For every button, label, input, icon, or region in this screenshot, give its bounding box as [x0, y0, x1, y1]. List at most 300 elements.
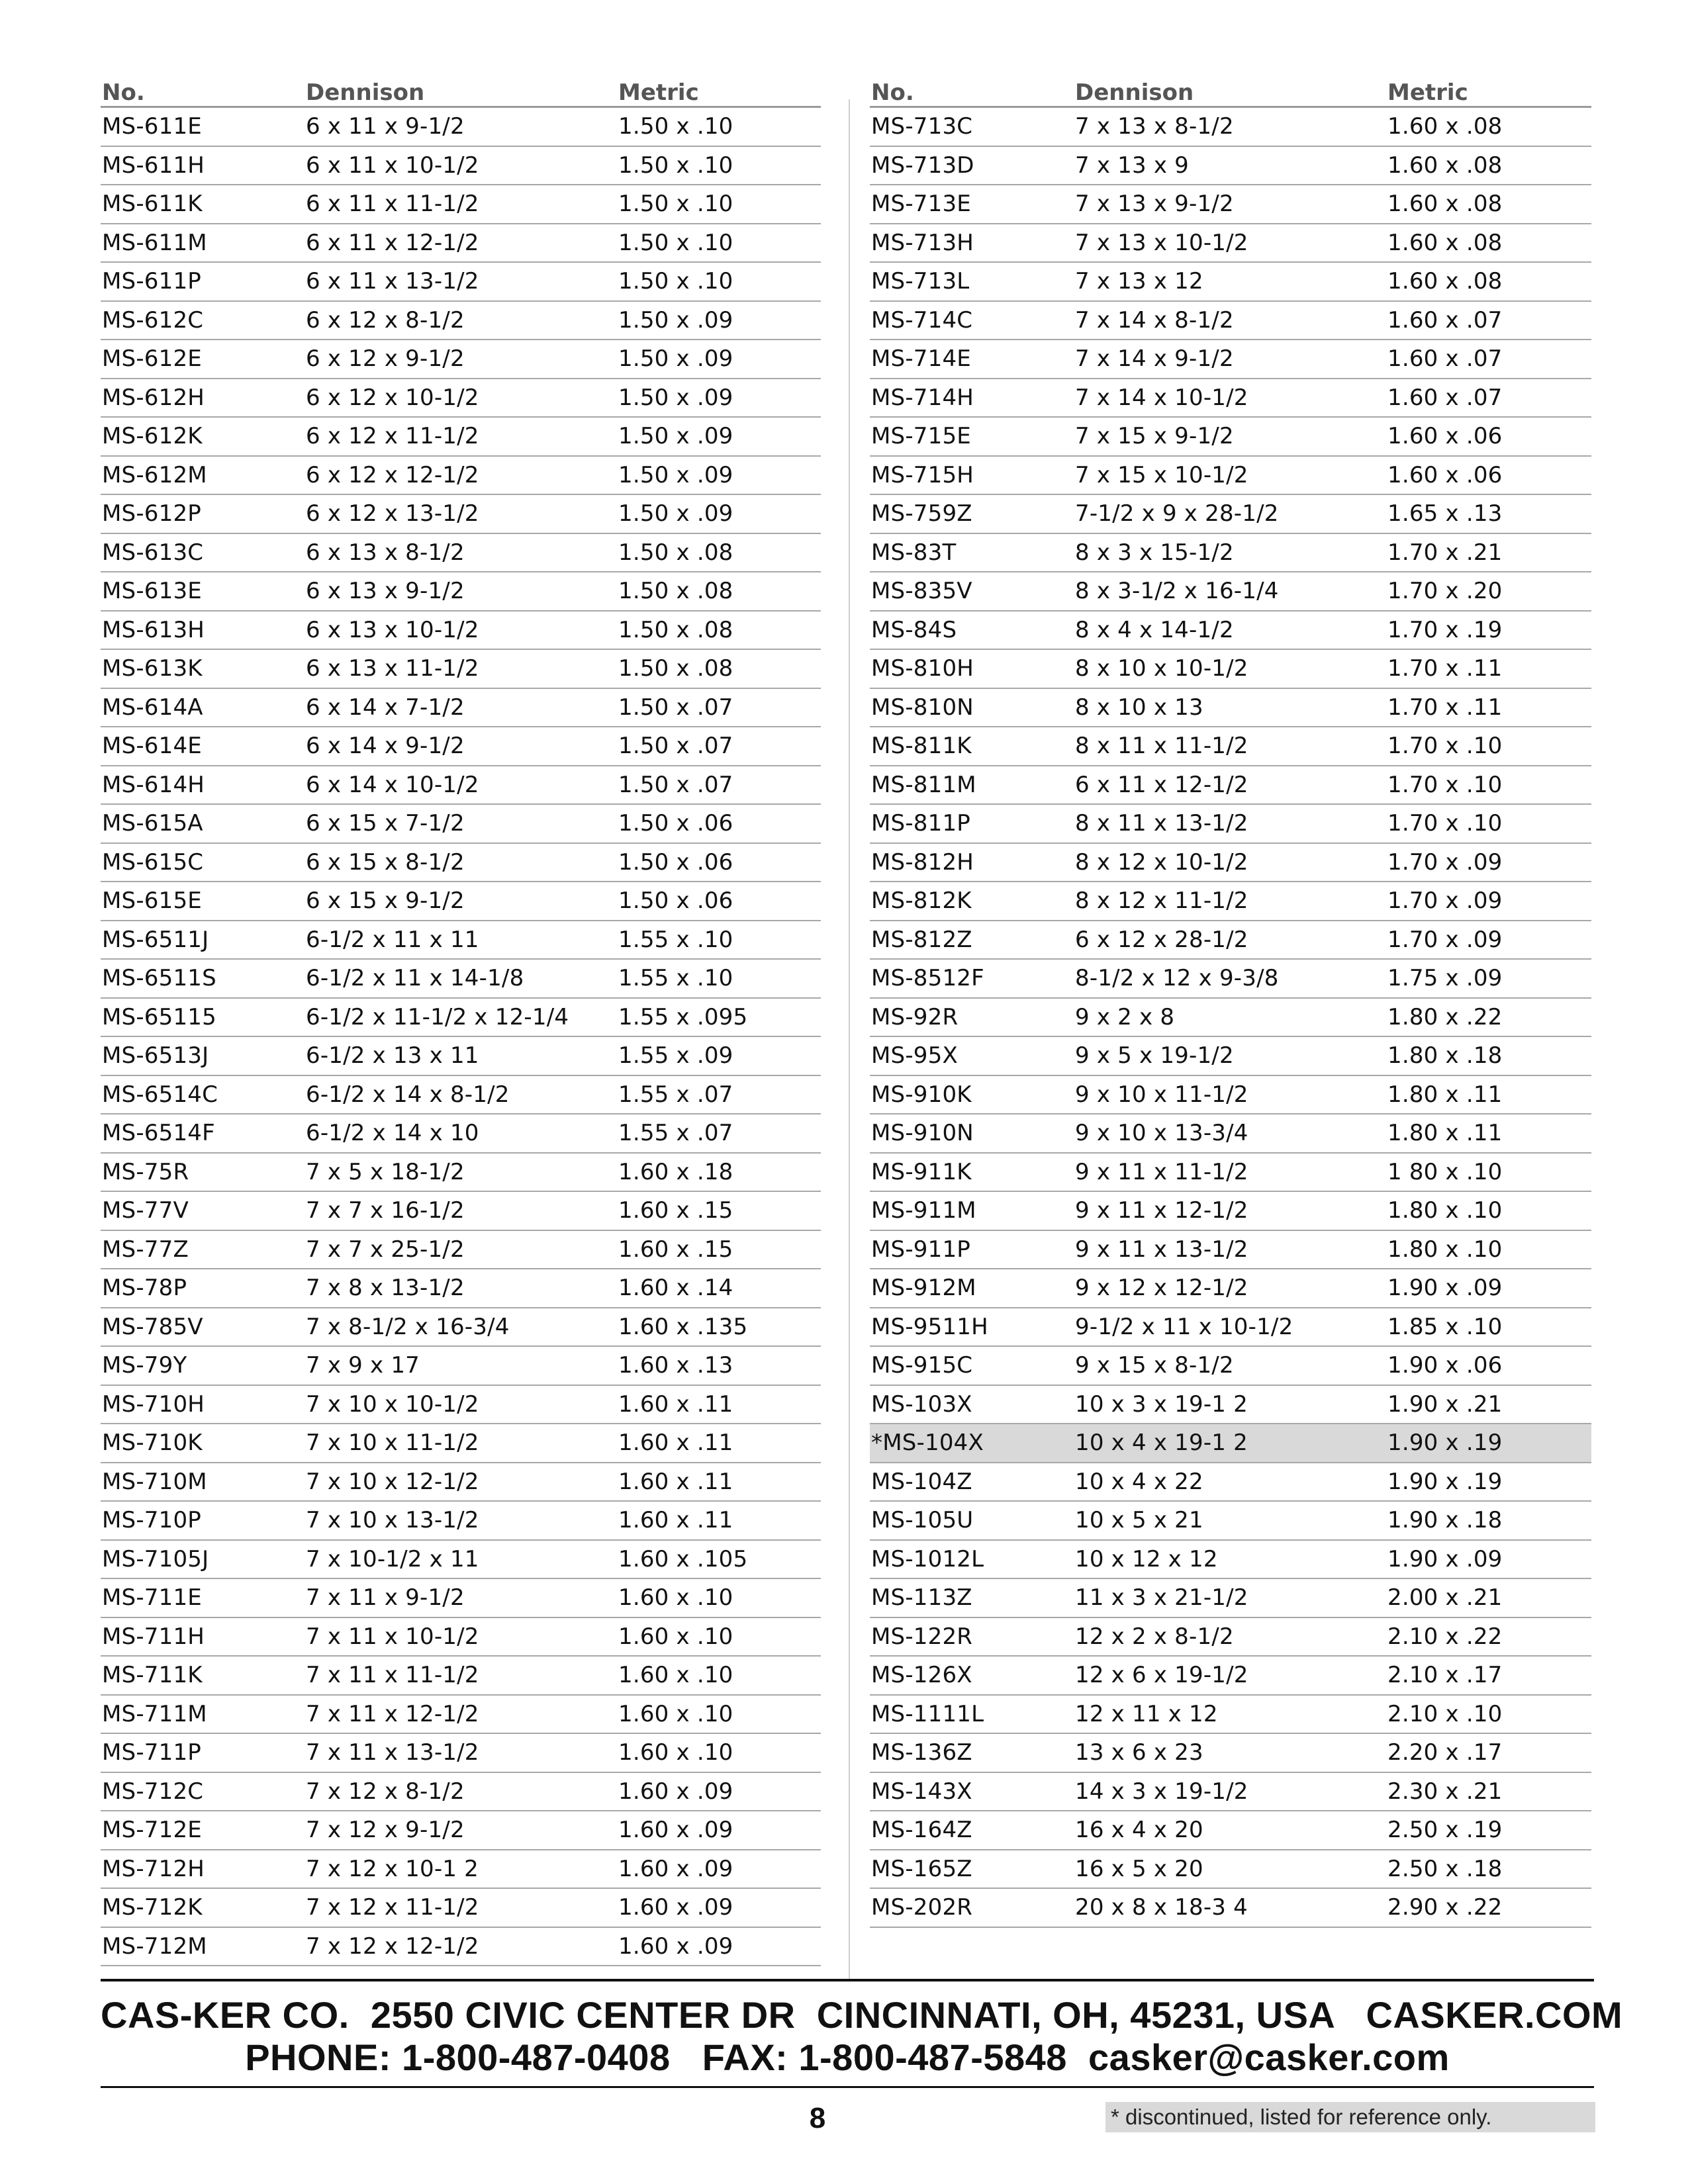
cell-metric-size: 1.50 x .07: [618, 694, 733, 721]
cell-part-number: MS-105U: [871, 1507, 974, 1534]
cell-part-number: MS-612M: [102, 461, 207, 488]
cell-dennison-size: 7 x 8 x 13-1/2: [306, 1275, 465, 1302]
cell-dennison-size: 9 x 11 x 11-1/2: [1075, 1158, 1248, 1185]
cell-metric-size: 1.90 x .21: [1387, 1390, 1503, 1418]
cell-dennison-size: 9 x 10 x 11-1/2: [1075, 1081, 1248, 1108]
table-row: [870, 1657, 1591, 1696]
table-row: [870, 1463, 1591, 1502]
table-row: [101, 108, 821, 147]
cell-metric-size: 1.90 x .19: [1387, 1430, 1503, 1457]
cell-part-number: MS-612E: [102, 345, 202, 373]
cell-part-number: MS-8512F: [871, 965, 984, 992]
cell-dennison-size: 7 x 11 x 12-1/2: [306, 1700, 479, 1727]
table-row: [101, 766, 821, 805]
cell-part-number: MS-611P: [102, 268, 201, 295]
table-row: [870, 612, 1591, 651]
footer-contact: PHONE: 1-800-487-0408 FAX: 1-800-487-5848 casker@casker.com: [245, 2036, 1450, 2078]
table-row: [870, 1541, 1591, 1580]
cell-metric-size: 1.80 x .10: [1387, 1236, 1503, 1263]
table-row: [870, 1579, 1591, 1618]
cell-part-number: MS-613K: [102, 655, 203, 682]
cell-part-number: MS-614E: [102, 733, 202, 760]
cell-metric-size: 1.55 x .10: [618, 965, 733, 992]
cell-metric-size: 1.60 x .06: [1387, 461, 1503, 488]
cell-dennison-size: 8 x 10 x 13: [1075, 694, 1203, 721]
cell-dennison-size: 7 x 14 x 10-1/2: [1075, 384, 1248, 411]
cell-part-number: MS-75R: [102, 1158, 189, 1185]
cell-part-number: MS-911K: [871, 1158, 972, 1185]
table-row: [870, 766, 1591, 805]
cell-dennison-size: 7 x 13 x 9-1/2: [1075, 191, 1234, 218]
cell-part-number: MS-612H: [102, 384, 205, 411]
cell-metric-size: 1.50 x .09: [618, 500, 733, 527]
header-dennison: Dennison: [306, 79, 425, 106]
cell-dennison-size: 6-1/2 x 11 x 11: [306, 926, 479, 953]
cell-part-number: MS-126X: [871, 1662, 972, 1689]
cell-metric-size: 1.60 x .105: [618, 1545, 748, 1572]
header-no: No.: [102, 79, 145, 106]
cell-part-number: MS-614A: [102, 694, 203, 721]
cell-metric-size: 1.70 x .09: [1387, 926, 1503, 953]
cell-metric-size: 1.50 x .08: [618, 578, 733, 605]
table-row: [870, 224, 1591, 263]
table-row: [870, 534, 1591, 573]
cell-part-number: MS-65115: [102, 1003, 216, 1030]
cell-metric-size: 1.90 x .19: [1387, 1468, 1503, 1495]
cell-dennison-size: 7 x 13 x 12: [1075, 268, 1203, 295]
table-row: [870, 1850, 1591, 1889]
cell-part-number: MS-713L: [871, 268, 970, 295]
table-row: [101, 1308, 821, 1347]
table-row: [101, 805, 821, 844]
cell-part-number: MS-712H: [102, 1855, 205, 1882]
cell-dennison-size: 7 x 14 x 9-1/2: [1075, 345, 1234, 373]
cell-metric-size: 1.70 x .10: [1387, 771, 1503, 798]
cell-dennison-size: 6 x 13 x 10-1/2: [306, 616, 479, 643]
table-row: [101, 1347, 821, 1386]
cell-metric-size: 1.50 x .08: [618, 655, 733, 682]
cell-dennison-size: 16 x 5 x 20: [1075, 1855, 1203, 1882]
cell-dennison-size: 7 x 12 x 12-1/2: [306, 1933, 479, 1960]
cell-dennison-size: 8-1/2 x 12 x 9-3/8: [1075, 965, 1279, 992]
cell-metric-size: 1.50 x .10: [618, 268, 733, 295]
cell-part-number: MS-612P: [102, 500, 201, 527]
cell-metric-size: 1.60 x .08: [1387, 113, 1503, 140]
cell-part-number: MS-612C: [102, 306, 204, 334]
cell-part-number: MS-712K: [102, 1894, 203, 1921]
cell-part-number: MS-79Y: [102, 1352, 187, 1379]
cell-part-number: MS-812K: [871, 887, 972, 915]
table-row: [101, 727, 821, 766]
cell-metric-size: 1.60 x .15: [618, 1236, 733, 1263]
cell-part-number: MS-759Z: [871, 500, 972, 527]
cell-dennison-size: 6 x 11 x 11-1/2: [306, 191, 479, 218]
cell-metric-size: 1.60 x .09: [618, 1894, 733, 1921]
cell-metric-size: 1.55 x .07: [618, 1120, 733, 1147]
cell-dennison-size: 6-1/2 x 13 x 11: [306, 1042, 479, 1069]
table-row: [101, 1386, 821, 1425]
cell-dennison-size: 8 x 12 x 11-1/2: [1075, 887, 1248, 915]
cell-part-number: MS-812Z: [871, 926, 972, 953]
cell-dennison-size: 7 x 15 x 10-1/2: [1075, 461, 1248, 488]
cell-metric-size: 1.55 x .10: [618, 926, 733, 953]
table-row: [101, 1696, 821, 1735]
cell-part-number: MS-78P: [102, 1275, 187, 1302]
cell-metric-size: 1.50 x .06: [618, 810, 733, 837]
cell-part-number: MS-711K: [102, 1662, 203, 1689]
cell-metric-size: 2.30 x .21: [1387, 1778, 1503, 1805]
cell-metric-size: 2.90 x .22: [1387, 1894, 1503, 1921]
cell-dennison-size: 7 x 5 x 18-1/2: [306, 1158, 465, 1185]
cell-dennison-size: 7 x 10 x 10-1/2: [306, 1390, 479, 1418]
cell-metric-size: 1.50 x .09: [618, 461, 733, 488]
cell-dennison-size: 9 x 5 x 19-1/2: [1075, 1042, 1234, 1069]
cell-dennison-size: 8 x 11 x 13-1/2: [1075, 810, 1248, 837]
cell-part-number: MS-910N: [871, 1120, 974, 1147]
cell-part-number: MS-104Z: [871, 1468, 972, 1495]
cell-metric-size: 1.85 x .10: [1387, 1313, 1503, 1340]
cell-dennison-size: 9 x 11 x 12-1/2: [1075, 1197, 1248, 1224]
cell-part-number: MS-1111L: [871, 1700, 984, 1727]
cell-metric-size: 1.50 x .08: [618, 616, 733, 643]
table-row: [101, 1850, 821, 1889]
table-row: [101, 1269, 821, 1308]
cell-part-number: MS-165Z: [871, 1855, 972, 1882]
cell-part-number: MS-811M: [871, 771, 976, 798]
cell-dennison-size: 6 x 15 x 9-1/2: [306, 887, 465, 915]
cell-dennison-size: 7 x 11 x 11-1/2: [306, 1662, 479, 1689]
cell-part-number: MS-84S: [871, 616, 957, 643]
cell-part-number: MS-614H: [102, 771, 205, 798]
table-row: [870, 1269, 1591, 1308]
cell-part-number: MS-713C: [871, 113, 973, 140]
cell-part-number: MS-812H: [871, 848, 974, 876]
column-divider: [849, 99, 850, 1979]
table-row: [870, 960, 1591, 999]
cell-dennison-size: 6 x 12 x 11-1/2: [306, 423, 479, 450]
table-row: [101, 999, 821, 1038]
cell-part-number: MS-714C: [871, 306, 973, 334]
table-row: [870, 418, 1591, 457]
cell-part-number: MS-202R: [871, 1894, 973, 1921]
cell-metric-size: 1.90 x .09: [1387, 1545, 1503, 1572]
cell-metric-size: 1.60 x .07: [1387, 345, 1503, 373]
cell-metric-size: 1.60 x .10: [618, 1662, 733, 1689]
cell-part-number: MS-612K: [102, 423, 203, 450]
table-row: [101, 1502, 821, 1541]
table-row: [870, 572, 1591, 612]
cell-metric-size: 2.50 x .18: [1387, 1855, 1503, 1882]
table-row: [101, 1424, 821, 1463]
cell-part-number: MS-6513J: [102, 1042, 209, 1069]
cell-part-number: MS-710P: [102, 1507, 201, 1534]
cell-metric-size: 1.55 x .09: [618, 1042, 733, 1069]
cell-metric-size: 1.60 x .09: [618, 1855, 733, 1882]
cell-metric-size: 1.60 x .09: [618, 1817, 733, 1844]
cell-dennison-size: 6 x 13 x 9-1/2: [306, 578, 465, 605]
cell-part-number: MS-710K: [102, 1430, 203, 1457]
cell-dennison-size: 6 x 12 x 8-1/2: [306, 306, 465, 334]
table-row: [870, 185, 1591, 224]
table-row: [101, 1579, 821, 1618]
cell-dennison-size: 8 x 10 x 10-1/2: [1075, 655, 1248, 682]
cell-metric-size: 1.50 x .10: [618, 113, 733, 140]
cell-dennison-size: 14 x 3 x 19-1/2: [1075, 1778, 1248, 1805]
table-row: [101, 302, 821, 341]
table-row: [101, 844, 821, 883]
cell-part-number: MS-6511J: [102, 926, 209, 953]
cell-metric-size: 1.60 x .15: [618, 1197, 733, 1224]
table-row: [870, 1618, 1591, 1657]
cell-dennison-size: 6 x 13 x 11-1/2: [306, 655, 479, 682]
cell-metric-size: 1.55 x .095: [618, 1003, 748, 1030]
cell-metric-size: 2.50 x .19: [1387, 1817, 1503, 1844]
cell-part-number: MS-711H: [102, 1623, 205, 1650]
cell-metric-size: 2.00 x .21: [1387, 1584, 1503, 1612]
table-row: [101, 495, 821, 534]
cell-metric-size: 1.50 x .06: [618, 887, 733, 915]
table-row: [101, 534, 821, 573]
cell-part-number: MS-136Z: [871, 1739, 972, 1766]
cell-metric-size: 1.70 x .11: [1387, 694, 1503, 721]
cell-dennison-size: 12 x 2 x 8-1/2: [1075, 1623, 1234, 1650]
discontinued-note: * discontinued, listed for reference only.: [1105, 2102, 1595, 2132]
cell-metric-size: 1.60 x .10: [618, 1623, 733, 1650]
cell-part-number: MS-714H: [871, 384, 974, 411]
header-no: No.: [871, 79, 914, 106]
table-row: [101, 1231, 821, 1270]
cell-dennison-size: 7 x 10-1/2 x 11: [306, 1545, 479, 1572]
cell-metric-size: 1.70 x .09: [1387, 887, 1503, 915]
cell-dennison-size: 7 x 12 x 10-1 2: [306, 1855, 479, 1882]
cell-metric-size: 1.60 x .18: [618, 1158, 733, 1185]
cell-dennison-size: 7 x 11 x 10-1/2: [306, 1623, 479, 1650]
cell-part-number: MS-6514C: [102, 1081, 218, 1108]
cell-metric-size: 1.50 x .06: [618, 848, 733, 876]
cell-part-number: MS-911M: [871, 1197, 976, 1224]
table-row: [870, 147, 1591, 186]
cell-metric-size: 1.75 x .09: [1387, 965, 1503, 992]
cell-metric-size: 1.60 x .11: [618, 1390, 733, 1418]
cell-dennison-size: 6 x 11 x 9-1/2: [306, 113, 465, 140]
cell-metric-size: 1.80 x .22: [1387, 1003, 1503, 1030]
cell-dennison-size: 7 x 7 x 25-1/2: [306, 1236, 465, 1263]
cell-metric-size: 1 80 x .10: [1387, 1158, 1503, 1185]
cell-dennison-size: 9 x 15 x 8-1/2: [1075, 1352, 1234, 1379]
cell-metric-size: 1.50 x .09: [618, 306, 733, 334]
table-row: [870, 999, 1591, 1038]
cell-dennison-size: 6 x 11 x 12-1/2: [306, 229, 479, 256]
cell-metric-size: 2.10 x .22: [1387, 1623, 1503, 1650]
cell-dennison-size: 7 x 10 x 11-1/2: [306, 1430, 479, 1457]
cell-part-number: MS-710M: [102, 1468, 207, 1495]
cell-metric-size: 1.60 x .06: [1387, 423, 1503, 450]
table-row: [870, 302, 1591, 341]
table-row: [870, 921, 1591, 960]
cell-metric-size: 2.10 x .10: [1387, 1700, 1503, 1727]
cell-dennison-size: 12 x 11 x 12: [1075, 1700, 1218, 1727]
cell-dennison-size: 7 x 9 x 17: [306, 1352, 420, 1379]
cell-part-number: MS-713D: [871, 152, 974, 179]
cell-metric-size: 1.60 x .10: [618, 1700, 733, 1727]
cell-metric-size: 1.80 x .11: [1387, 1120, 1503, 1147]
cell-part-number: MS-83T: [871, 539, 957, 566]
cell-metric-size: 1.70 x .10: [1387, 810, 1503, 837]
cell-part-number: MS-611K: [102, 191, 203, 218]
cell-dennison-size: 10 x 3 x 19-1 2: [1075, 1390, 1248, 1418]
cell-part-number: MS-77Z: [102, 1236, 189, 1263]
cell-metric-size: 1.70 x .19: [1387, 616, 1503, 643]
cell-dennison-size: 9 x 12 x 12-1/2: [1075, 1275, 1248, 1302]
cell-part-number: MS-611E: [102, 113, 202, 140]
cell-dennison-size: 6 x 12 x 12-1/2: [306, 461, 479, 488]
table-row: [870, 1037, 1591, 1076]
cell-dennison-size: 6-1/2 x 14 x 8-1/2: [306, 1081, 510, 1108]
cell-dennison-size: 13 x 6 x 23: [1075, 1739, 1203, 1766]
cell-metric-size: 1.50 x .07: [618, 771, 733, 798]
cell-metric-size: 1.65 x .13: [1387, 500, 1503, 527]
table-row: [870, 1308, 1591, 1347]
cell-part-number: MS-810N: [871, 694, 974, 721]
cell-metric-size: 1.50 x .09: [618, 384, 733, 411]
table-row: [870, 1773, 1591, 1812]
page-number: 8: [809, 2102, 826, 2134]
cell-dennison-size: 7 x 15 x 9-1/2: [1075, 423, 1234, 450]
cell-metric-size: 1.50 x .10: [618, 191, 733, 218]
cell-dennison-size: 12 x 6 x 19-1/2: [1075, 1662, 1248, 1689]
table-row: [101, 921, 821, 960]
cell-dennison-size: 8 x 3 x 15-1/2: [1075, 539, 1234, 566]
cell-metric-size: 1.50 x .09: [618, 345, 733, 373]
cell-dennison-size: 6 x 11 x 13-1/2: [306, 268, 479, 295]
footer-bottom-rule: [101, 2086, 1594, 2088]
left-table: [101, 74, 821, 1966]
right-table-body: [870, 108, 1591, 1928]
cell-part-number: MS-714E: [871, 345, 971, 373]
cell-dennison-size: 7 x 11 x 9-1/2: [306, 1584, 465, 1612]
table-row: [101, 224, 821, 263]
table-row: [101, 1657, 821, 1696]
table-row: [870, 1696, 1591, 1735]
cell-metric-size: 1.80 x .10: [1387, 1197, 1503, 1224]
table-row: [101, 882, 821, 921]
cell-part-number: MS-103X: [871, 1390, 972, 1418]
cell-part-number: MS-712M: [102, 1933, 207, 1960]
cell-dennison-size: 11 x 3 x 21-1/2: [1075, 1584, 1248, 1612]
cell-metric-size: 1.90 x .09: [1387, 1275, 1503, 1302]
cell-dennison-size: 9 x 2 x 8: [1075, 1003, 1175, 1030]
table-row: [101, 1889, 821, 1928]
cell-part-number: MS-164Z: [871, 1817, 972, 1844]
cell-dennison-size: 7 x 14 x 8-1/2: [1075, 306, 1234, 334]
table-row: [101, 418, 821, 457]
cell-dennison-size: 7 x 13 x 9: [1075, 152, 1189, 179]
right-table-header: [870, 74, 1591, 108]
cell-metric-size: 1.50 x .08: [618, 539, 733, 566]
cell-part-number: MS-811K: [871, 733, 972, 760]
table-row: [870, 689, 1591, 728]
cell-dennison-size: 7 x 13 x 10-1/2: [1075, 229, 1248, 256]
table-row: [870, 1502, 1591, 1541]
right-table: [870, 74, 1591, 1928]
cell-part-number: MS-6514F: [102, 1120, 215, 1147]
footer-top-rule: [101, 1979, 1594, 1981]
cell-dennison-size: 6 x 14 x 7-1/2: [306, 694, 465, 721]
table-row: [870, 1424, 1591, 1463]
cell-dennison-size: 8 x 3-1/2 x 16-1/4: [1075, 578, 1279, 605]
cell-metric-size: 1.60 x .07: [1387, 384, 1503, 411]
table-row: [101, 1076, 821, 1115]
table-row: [101, 1541, 821, 1580]
cell-part-number: MS-611M: [102, 229, 207, 256]
cell-part-number: MS-143X: [871, 1778, 972, 1805]
cell-part-number: MS-712E: [102, 1817, 202, 1844]
cell-metric-size: 1.60 x .13: [618, 1352, 733, 1379]
cell-metric-size: 1.70 x .11: [1387, 655, 1503, 682]
cell-dennison-size: 8 x 4 x 14-1/2: [1075, 616, 1234, 643]
header-dennison: Dennison: [1075, 79, 1194, 106]
cell-metric-size: 1.60 x .14: [618, 1275, 733, 1302]
table-row: [870, 1231, 1591, 1270]
cell-dennison-size: 6 x 15 x 8-1/2: [306, 848, 465, 876]
cell-part-number: MS-711P: [102, 1739, 201, 1766]
cell-part-number: MS-911P: [871, 1236, 970, 1263]
cell-metric-size: 1.60 x .08: [1387, 229, 1503, 256]
cell-dennison-size: 7 x 10 x 12-1/2: [306, 1468, 479, 1495]
cell-dennison-size: 7 x 8-1/2 x 16-3/4: [306, 1313, 510, 1340]
cell-metric-size: 1.60 x .09: [618, 1933, 733, 1960]
cell-part-number: MS-92R: [871, 1003, 959, 1030]
cell-metric-size: 1.60 x .11: [618, 1468, 733, 1495]
cell-metric-size: 1.70 x .09: [1387, 848, 1503, 876]
table-row: [870, 1076, 1591, 1115]
cell-dennison-size: 7 x 10 x 13-1/2: [306, 1507, 479, 1534]
cell-metric-size: 1.70 x .10: [1387, 733, 1503, 760]
cell-part-number: MS-615A: [102, 810, 203, 837]
cell-metric-size: 1.80 x .18: [1387, 1042, 1503, 1069]
cell-dennison-size: 10 x 4 x 19-1 2: [1075, 1430, 1248, 1457]
cell-part-number: MS-835V: [871, 578, 972, 605]
table-row: [870, 495, 1591, 534]
cell-dennison-size: 20 x 8 x 18-3 4: [1075, 1894, 1248, 1921]
table-row: [101, 650, 821, 689]
table-row: [870, 457, 1591, 496]
cell-dennison-size: 10 x 12 x 12: [1075, 1545, 1218, 1572]
table-row: [101, 572, 821, 612]
cell-part-number: MS-6511S: [102, 965, 216, 992]
cell-part-number: MS-122R: [871, 1623, 973, 1650]
cell-part-number: MS-77V: [102, 1197, 189, 1224]
cell-dennison-size: 6-1/2 x 11-1/2 x 12-1/4: [306, 1003, 569, 1030]
cell-metric-size: 1.50 x .10: [618, 152, 733, 179]
table-row: [870, 844, 1591, 883]
table-row: [101, 1154, 821, 1193]
table-row: [101, 263, 821, 302]
cell-part-number: MS-1012L: [871, 1545, 984, 1572]
cell-dennison-size: 6 x 11 x 12-1/2: [1075, 771, 1248, 798]
table-row: [101, 960, 821, 999]
table-row: [870, 1115, 1591, 1154]
cell-dennison-size: 10 x 4 x 22: [1075, 1468, 1203, 1495]
cell-part-number: MS-713H: [871, 229, 974, 256]
cell-part-number: MS-710H: [102, 1390, 205, 1418]
cell-dennison-size: 6-1/2 x 11 x 14-1/8: [306, 965, 524, 992]
cell-part-number: MS-95X: [871, 1042, 958, 1069]
cell-part-number: MS-712C: [102, 1778, 204, 1805]
table-row: [101, 1192, 821, 1231]
cell-part-number: MS-7105J: [102, 1545, 209, 1572]
table-row: [870, 882, 1591, 921]
